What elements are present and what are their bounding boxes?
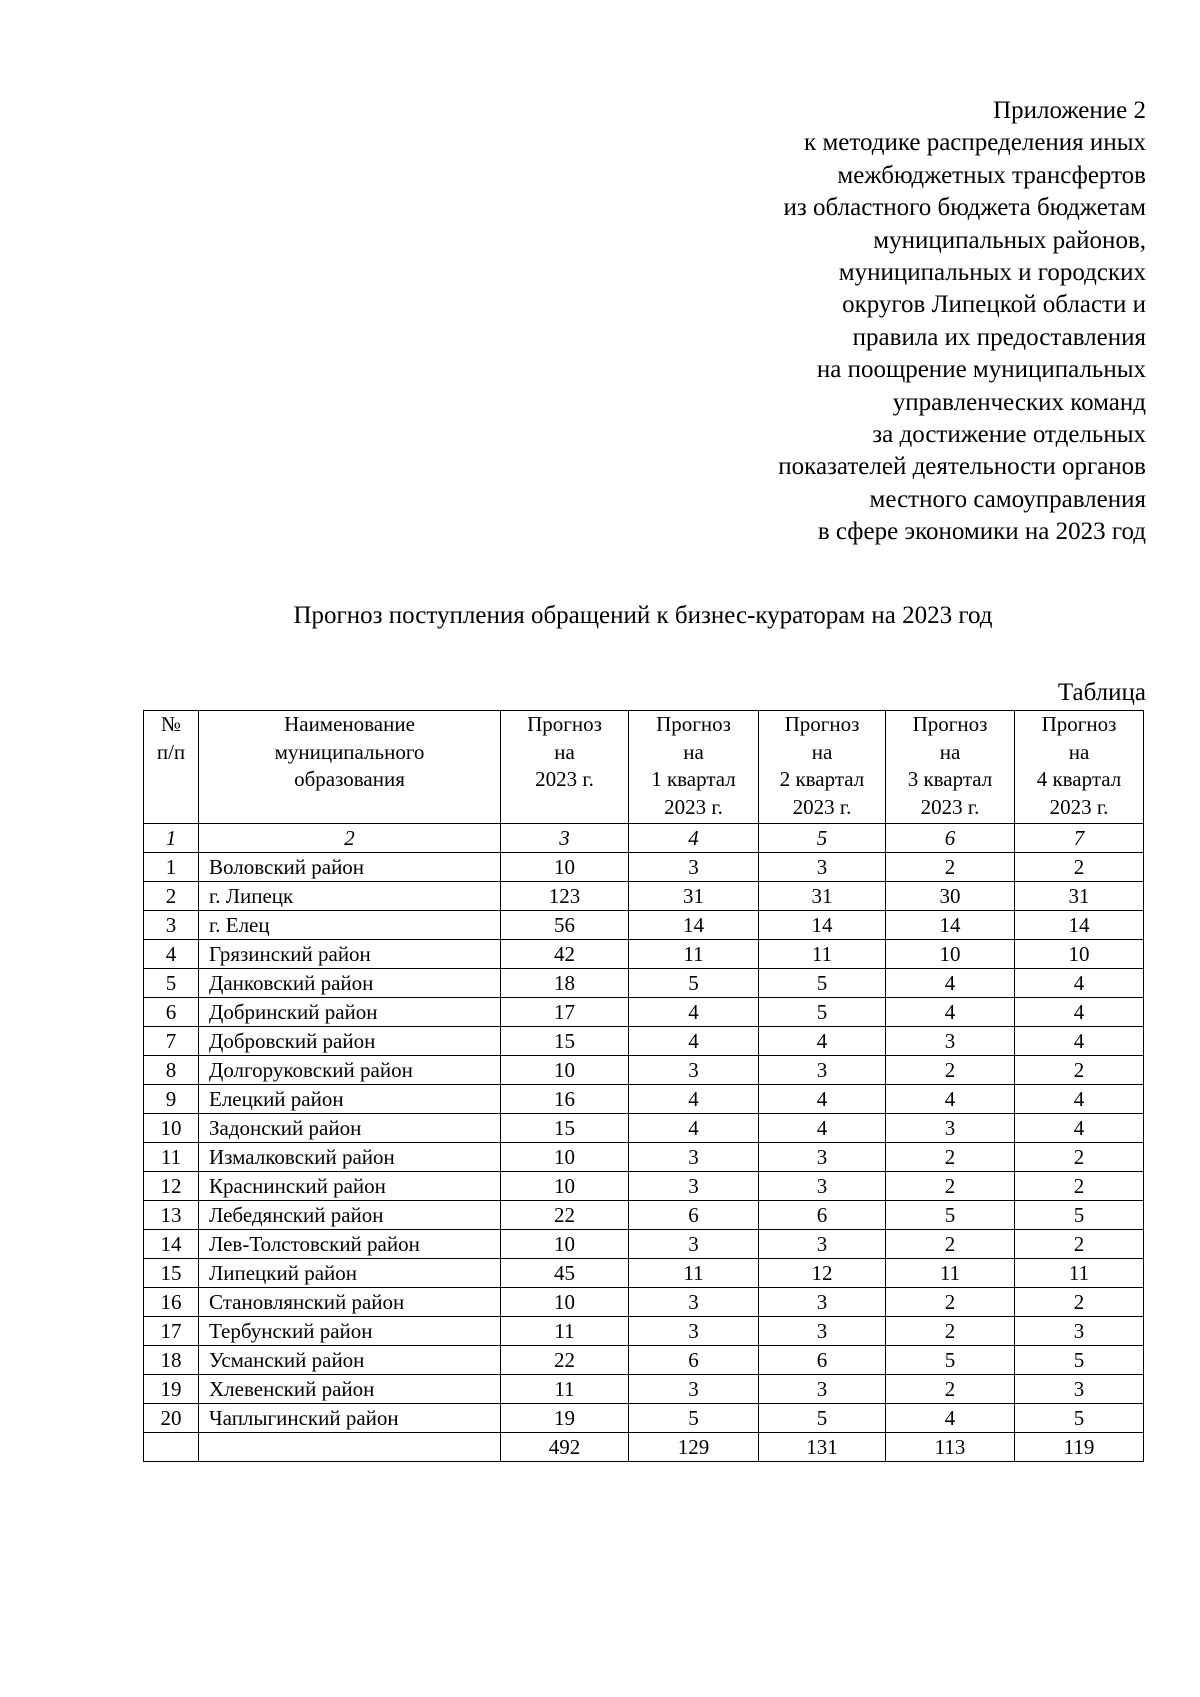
table-row	[144, 853, 1144, 882]
header-number	[144, 711, 199, 824]
forecast-year: 18	[501, 969, 629, 998]
header-line: 1 квартал	[651, 767, 736, 792]
column-number: 1	[144, 824, 199, 853]
forecast-year: 10	[501, 1288, 629, 1317]
header-line: 2023 г.	[920, 795, 980, 820]
header-line: Прогноз	[1041, 712, 1117, 736]
column-number: 3	[501, 824, 629, 853]
column-number: 5	[759, 824, 886, 853]
forecast-year: 22	[501, 1346, 629, 1375]
municipality-name: Тербунский район	[199, 1317, 501, 1346]
row-number: 16	[144, 1288, 199, 1317]
row-number: 9	[144, 1085, 199, 1114]
forecast-q3: 4	[886, 998, 1015, 1027]
forecast-q1: 6	[629, 1201, 759, 1230]
header-line: 2 квартал	[779, 767, 865, 792]
appendix-line: Приложение 2	[993, 97, 1146, 124]
municipality-name: Лев-Толстовский район	[199, 1230, 501, 1259]
header-line: муниципального	[274, 739, 425, 764]
table-row	[144, 969, 1144, 998]
municipality-name: Хлевенский район	[199, 1375, 501, 1404]
forecast-q2: 3	[759, 853, 886, 882]
forecast-q4: 4	[1015, 998, 1144, 1027]
forecast-year: 10	[501, 1230, 629, 1259]
municipality-name: Становлянский район	[199, 1288, 501, 1317]
forecast-q4: 4	[1015, 969, 1144, 998]
municipality-name: Липецкий район	[199, 1259, 501, 1288]
table-row	[144, 940, 1144, 969]
row-number: 13	[144, 1201, 199, 1230]
forecast-year: 11	[501, 1317, 629, 1346]
appendix-line: показателей деятельности органов	[778, 453, 1146, 481]
forecast-q1: 5	[629, 969, 759, 998]
row-number: 8	[144, 1056, 199, 1085]
forecast-q4: 14	[1015, 911, 1144, 940]
column-number: 7	[1015, 824, 1144, 853]
appendix-line: за достижение отдельных	[872, 421, 1146, 449]
appendix-line: округов Липецкой области и	[842, 291, 1146, 319]
forecast-year: 19	[501, 1404, 629, 1433]
table-body	[144, 824, 1144, 1462]
forecast-q2: 14	[759, 911, 886, 940]
forecast-year: 56	[501, 911, 629, 940]
forecast-q3: 3	[886, 1027, 1015, 1056]
forecast-q1: 3	[629, 853, 759, 882]
forecast-year: 10	[501, 1056, 629, 1085]
forecast-year: 10	[501, 1143, 629, 1172]
forecast-year: 42	[501, 940, 629, 969]
forecast-q1: 3	[629, 1230, 759, 1259]
forecast-year: 10	[501, 853, 629, 882]
column-number: 4	[629, 824, 759, 853]
forecast-q2: 6	[759, 1346, 886, 1375]
table-row	[144, 1172, 1144, 1201]
total-q1: 129	[629, 1433, 759, 1462]
municipality-name: г. Липецк	[199, 882, 501, 911]
header-line: Прогноз	[912, 712, 988, 736]
forecast-year: 45	[501, 1259, 629, 1288]
forecast-q4: 5	[1015, 1404, 1144, 1433]
forecast-q1: 3	[629, 1288, 759, 1317]
forecast-q1: 14	[629, 911, 759, 940]
total-q4: 119	[1015, 1433, 1144, 1462]
header-line: Прогноз	[784, 712, 860, 736]
header-line: на	[939, 739, 961, 764]
forecast-q1: 11	[629, 940, 759, 969]
table-row	[144, 911, 1144, 940]
table-row	[144, 882, 1144, 911]
header-q3	[886, 711, 1015, 824]
forecast-table	[143, 710, 1144, 1462]
header-line: 4 квартал	[1036, 767, 1122, 792]
forecast-q1: 3	[629, 1172, 759, 1201]
total-year: 492	[501, 1433, 629, 1462]
forecast-q1: 31	[629, 882, 759, 911]
municipality-name: г. Елец	[199, 911, 501, 940]
municipality-name: Задонский район	[199, 1114, 501, 1143]
table-row	[144, 1230, 1144, 1259]
header-line: на	[811, 739, 833, 764]
forecast-q4: 2	[1015, 1143, 1144, 1172]
row-number: 7	[144, 1027, 199, 1056]
table-row	[144, 1259, 1144, 1288]
table-row	[144, 1056, 1144, 1085]
header-q1	[629, 711, 759, 824]
forecast-q2: 5	[759, 998, 886, 1027]
row-number: 18	[144, 1346, 199, 1375]
appendix-line: межбюджетных трансфертов	[837, 161, 1146, 189]
table-row	[144, 1404, 1144, 1433]
forecast-q1: 4	[629, 1114, 759, 1143]
forecast-q3: 5	[886, 1201, 1015, 1230]
forecast-q2: 5	[759, 969, 886, 998]
forecast-q4: 2	[1015, 1056, 1144, 1085]
forecast-q2: 3	[759, 1056, 886, 1085]
forecast-q4: 2	[1015, 1172, 1144, 1201]
forecast-q2: 3	[759, 1230, 886, 1259]
forecast-q2: 12	[759, 1259, 886, 1288]
forecast-q1: 4	[629, 1027, 759, 1056]
municipality-name: Измалковский район	[199, 1143, 501, 1172]
row-number: 12	[144, 1172, 199, 1201]
row-number: 4	[144, 940, 199, 969]
forecast-q4: 4	[1015, 1085, 1144, 1114]
forecast-q4: 31	[1015, 882, 1144, 911]
header-line: Прогноз	[527, 712, 602, 736]
header-line: 2023 г.	[664, 795, 723, 820]
municipality-name: Лебедянский район	[199, 1201, 501, 1230]
header-year	[501, 711, 629, 824]
total-q3: 113	[886, 1433, 1015, 1462]
forecast-q1: 6	[629, 1346, 759, 1375]
forecast-q2: 3	[759, 1375, 886, 1404]
forecast-q4: 2	[1015, 1288, 1144, 1317]
table-row	[144, 1143, 1144, 1172]
table-row	[144, 1201, 1144, 1230]
forecast-q2: 6	[759, 1201, 886, 1230]
forecast-q1: 3	[629, 1056, 759, 1085]
appendix-line: управленческих команд	[892, 388, 1146, 416]
municipality-name: Воловский район	[199, 853, 501, 882]
forecast-q2: 11	[759, 940, 886, 969]
appendix-line: муниципальных и городских	[838, 259, 1146, 287]
header-line: на	[1068, 739, 1090, 764]
forecast-q4: 3	[1015, 1317, 1144, 1346]
table-row	[144, 1346, 1144, 1375]
municipality-name: Добринский район	[199, 998, 501, 1027]
forecast-q3: 4	[886, 1085, 1015, 1114]
forecast-year: 15	[501, 1114, 629, 1143]
forecast-q1: 4	[629, 1085, 759, 1114]
forecast-q2: 4	[759, 1114, 886, 1143]
row-number: 20	[144, 1404, 199, 1433]
forecast-q2: 3	[759, 1317, 886, 1346]
forecast-year: 15	[501, 1027, 629, 1056]
table-label: Таблица	[1057, 679, 1146, 706]
totals-empty	[144, 1433, 199, 1462]
forecast-q3: 2	[886, 1375, 1015, 1404]
header-line: Наименование	[284, 712, 415, 736]
column-number: 2	[199, 824, 501, 853]
table-row	[144, 998, 1144, 1027]
forecast-q3: 2	[886, 1056, 1015, 1085]
forecast-q4: 10	[1015, 940, 1144, 969]
row-number: 15	[144, 1259, 199, 1288]
total-q2: 131	[759, 1433, 886, 1462]
forecast-year: 11	[501, 1375, 629, 1404]
forecast-q3: 2	[886, 1288, 1015, 1317]
header-q4	[1015, 711, 1144, 824]
forecast-year: 16	[501, 1085, 629, 1114]
header-line: образования	[294, 767, 405, 792]
column-numbers-row	[144, 824, 1144, 853]
table-row	[144, 1085, 1144, 1114]
header-line: 2023 г.	[792, 795, 852, 820]
forecast-q4: 2	[1015, 1230, 1144, 1259]
header-q2	[759, 711, 886, 824]
municipality-name: Долгоруковский район	[199, 1056, 501, 1085]
forecast-q2: 3	[759, 1143, 886, 1172]
table-row	[144, 1288, 1144, 1317]
row-number: 2	[144, 882, 199, 911]
forecast-q2: 3	[759, 1288, 886, 1317]
appendix-line: в сфере экономики на 2023 год	[817, 518, 1146, 546]
municipality-name: Усманский район	[199, 1346, 501, 1375]
header-line: 2023 г.	[1049, 795, 1109, 820]
forecast-q3: 2	[886, 1317, 1015, 1346]
forecast-q3: 3	[886, 1114, 1015, 1143]
totals-empty	[199, 1433, 501, 1462]
appendix-line: из областного бюджета бюджетам	[783, 194, 1146, 222]
header-line: 3 квартал	[907, 767, 993, 792]
row-number: 14	[144, 1230, 199, 1259]
forecast-q1: 3	[629, 1317, 759, 1346]
forecast-q3: 2	[886, 1230, 1015, 1259]
municipality-name: Чаплыгинский район	[199, 1404, 501, 1433]
forecast-q3: 5	[886, 1346, 1015, 1375]
forecast-q2: 4	[759, 1085, 886, 1114]
forecast-q3: 30	[886, 882, 1015, 911]
forecast-q2: 31	[759, 882, 886, 911]
forecast-year: 17	[501, 998, 629, 1027]
forecast-q4: 4	[1015, 1027, 1144, 1056]
row-number: 17	[144, 1317, 199, 1346]
forecast-q1: 3	[629, 1375, 759, 1404]
forecast-year: 123	[501, 882, 629, 911]
forecast-year: 10	[501, 1172, 629, 1201]
header-line: №	[160, 712, 182, 736]
forecast-q3: 2	[886, 853, 1015, 882]
municipality-name: Данковский район	[199, 969, 501, 998]
table-row	[144, 1027, 1144, 1056]
appendix-line: местного самоуправления	[869, 485, 1146, 513]
forecast-q4: 5	[1015, 1346, 1144, 1375]
municipality-name: Елецкий район	[199, 1085, 501, 1114]
table-row	[144, 1317, 1144, 1346]
row-number: 11	[144, 1143, 199, 1172]
appendix-line: на поощрение муниципальных	[816, 356, 1146, 384]
appendix-line: к методике распределения иных	[804, 129, 1146, 157]
forecast-q1: 11	[629, 1259, 759, 1288]
forecast-q1: 3	[629, 1143, 759, 1172]
row-number: 10	[144, 1114, 199, 1143]
municipality-name: Грязинский район	[199, 940, 501, 969]
forecast-q2: 3	[759, 1172, 886, 1201]
table-row	[144, 1114, 1144, 1143]
forecast-q3: 2	[886, 1172, 1015, 1201]
forecast-q2: 5	[759, 1404, 886, 1433]
forecast-q3: 11	[886, 1259, 1015, 1288]
forecast-q3: 4	[886, 969, 1015, 998]
row-number: 6	[144, 998, 199, 1027]
forecast-q4: 11	[1015, 1259, 1144, 1288]
appendix-line: муниципальных районов,	[873, 226, 1146, 254]
column-number: 6	[886, 824, 1015, 853]
forecast-q3: 4	[886, 1404, 1015, 1433]
header-line: 2023 г.	[535, 767, 594, 792]
document-title: Прогноз поступления обращений к бизнес-кураторам на 2023 год	[293, 602, 993, 629]
header-line: Прогноз	[656, 712, 731, 736]
municipality-name: Добровский район	[199, 1027, 501, 1056]
row-number: 1	[144, 853, 199, 882]
header-line: на	[554, 739, 575, 764]
forecast-q2: 4	[759, 1027, 886, 1056]
table-row	[144, 1375, 1144, 1404]
forecast-q3: 10	[886, 940, 1015, 969]
row-number: 3	[144, 911, 199, 940]
forecast-q4: 2	[1015, 853, 1144, 882]
forecast-q4: 4	[1015, 1114, 1144, 1143]
totals-row	[144, 1433, 1144, 1462]
forecast-q4: 5	[1015, 1201, 1144, 1230]
header-name	[199, 711, 501, 824]
header-line: п/п	[156, 739, 186, 764]
row-number: 5	[144, 969, 199, 998]
appendix-block	[600, 95, 1146, 549]
table-header-row	[144, 711, 1144, 824]
municipality-name: Краснинский район	[199, 1172, 501, 1201]
appendix-line: правила их предоставления	[852, 323, 1146, 351]
forecast-q1: 4	[629, 998, 759, 1027]
row-number: 19	[144, 1375, 199, 1404]
forecast-q3: 2	[886, 1143, 1015, 1172]
header-line: на	[683, 739, 704, 764]
forecast-q3: 14	[886, 911, 1015, 940]
forecast-year: 22	[501, 1201, 629, 1230]
forecast-q4: 3	[1015, 1375, 1144, 1404]
forecast-q1: 5	[629, 1404, 759, 1433]
